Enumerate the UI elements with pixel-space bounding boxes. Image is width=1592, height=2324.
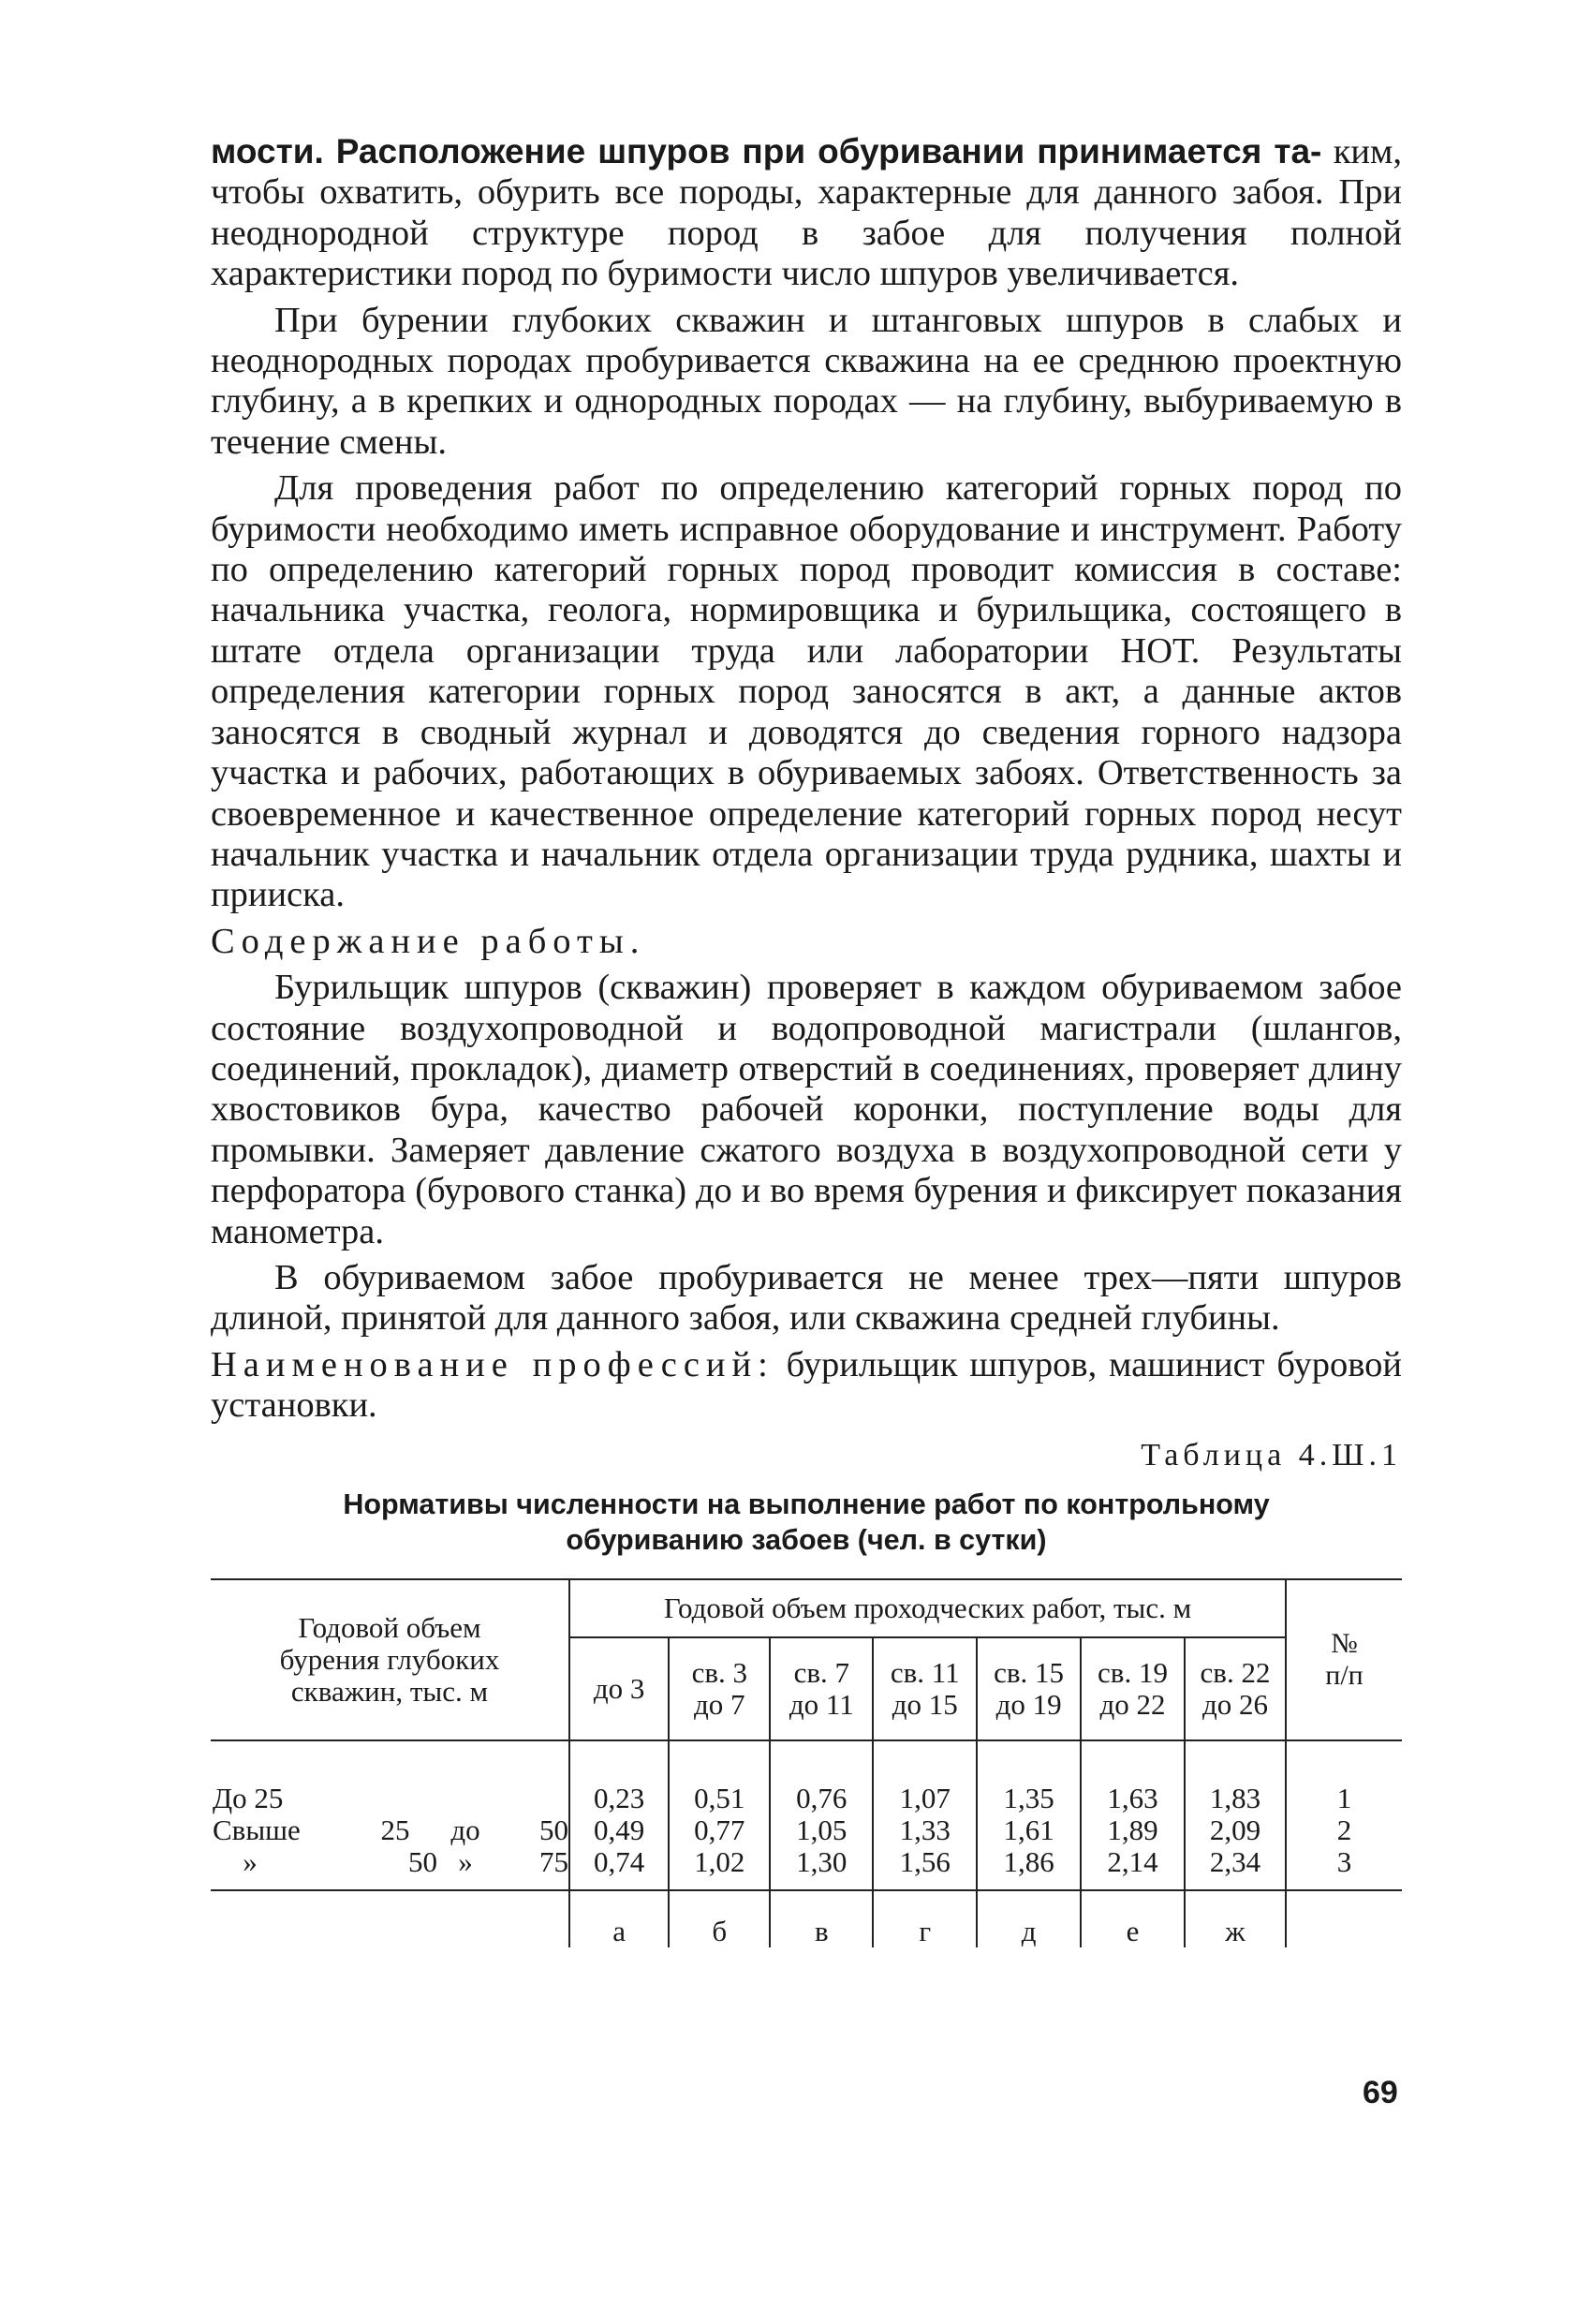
table-title bbox=[211, 1487, 1402, 1558]
table-title-line-1: Нормативы численности на выполнение работ по контрольному bbox=[343, 1488, 1270, 1520]
professions-label: Наименование профессий: bbox=[211, 1344, 774, 1384]
column-e-values: 1,35 1,61 1,86 bbox=[977, 1740, 1081, 1890]
sub-header-f: св. 19 до 22 bbox=[1081, 1637, 1185, 1740]
column-letter: г bbox=[873, 1890, 977, 1947]
sub-header-b: св. 3 до 7 bbox=[669, 1637, 770, 1740]
num-header bbox=[1286, 1579, 1402, 1740]
paragraph-1 bbox=[211, 131, 1402, 295]
norms-table bbox=[211, 1578, 1402, 1947]
page-content bbox=[211, 131, 1402, 1947]
column-letters-row bbox=[211, 1890, 1402, 1947]
paragraph-1-rest: ким, чтобы охватить, обурить все породы, характерные для данного забоя. При неоднородной структуре пород в забое для получения полной характеристики пород по буримости число шпуров увеличивается. bbox=[211, 132, 1402, 294]
table-label: Таблица 4.Ш.1 bbox=[1141, 1437, 1402, 1473]
paragraph-7 bbox=[211, 1345, 1402, 1427]
sub-header-a: до 3 bbox=[569, 1637, 669, 1740]
column-letter: б bbox=[669, 1890, 770, 1947]
column-letter: е bbox=[1081, 1890, 1185, 1947]
num-header-sign: № bbox=[1331, 1627, 1358, 1659]
sub-header-d: св. 11 до 15 bbox=[873, 1637, 977, 1740]
column-g-values: 1,83 2,09 2,34 bbox=[1185, 1740, 1286, 1890]
paragraph-3: Для проведения работ по определению категорий горных пород по буримости необходимо иметь исправное оборудование и инструмент. Работу по определению категорий горных пород проводит комиссия в составе: начальника участка, геолога, нормировщика и бурильщика, состоящего в штате отдела организации труда или лаборатории НОТ. Результаты определения категории горных пород заносятся в акт, а данные актов заносятся в сводный журнал и доводятся до сведения горного надзора участка и рабочих, работающих в обуриваемых забоях. Ответственность за своевременное и качественное определение категорий горных пород несут начальник участка и начальник отдела организации труда рудника, шахты и прииска. bbox=[211, 468, 1402, 915]
left-header bbox=[211, 1579, 569, 1740]
professions-list: бурильщик шпуров, машинист буровой установки. bbox=[211, 1344, 1403, 1426]
column-f-values: 1,63 1,89 2,14 bbox=[1081, 1740, 1185, 1890]
left-header-line-2: бурения глубоких bbox=[279, 1642, 500, 1676]
table-body bbox=[211, 1740, 1402, 1890]
num-header-abbr: п/п bbox=[1325, 1659, 1364, 1691]
column-letter: д bbox=[977, 1890, 1081, 1947]
group-header: Годовой объем проходческих работ, тыс. м bbox=[569, 1579, 1286, 1637]
column-letter: а bbox=[569, 1890, 669, 1947]
left-header-line-1: Годовой объем bbox=[298, 1610, 481, 1644]
page-number: 69 bbox=[1363, 2075, 1398, 2110]
table-row: До 25 bbox=[213, 1781, 284, 1814]
sub-header-g: св. 22 до 26 bbox=[1185, 1637, 1286, 1740]
paragraph-2: При бурении глубоких скважин и штанговых шпуров в слабых и неоднородных породах пробуривается скважина на ее среднюю проектную глубину, а в крепких и однородных породах — на глубину, выбуриваемую в течение смены. bbox=[211, 300, 1402, 462]
table-row: » 50 » 75 bbox=[243, 1844, 568, 1878]
row-numbers: 1 2 3 bbox=[1286, 1740, 1402, 1890]
paragraph-5: Бурильщик шпуров (скважин) проверяет в каждом обуриваемом забое состояние воздухопроводной и водопроводной магистрали (шлангов, соединений, прокладок), диаметр отверстий в соединениях, проверяет длину хвостовиков бура, качество рабочей коронки, поступление воды для промывки. Замеряет давление сжатого воздуха в воздухопроводной сети у перфоратора (бурового станка) до и во время бурения и фиксирует показания манометра. bbox=[211, 968, 1402, 1251]
column-letter: в bbox=[770, 1890, 873, 1947]
column-letter: ж bbox=[1185, 1890, 1286, 1947]
sub-header-e: св. 15 до 19 bbox=[977, 1637, 1081, 1740]
section-heading-work-content: Содержание работы. bbox=[211, 921, 646, 961]
left-header-line-3: скважин, тыс. м bbox=[290, 1674, 489, 1708]
column-d-values: 1,07 1,33 1,56 bbox=[873, 1740, 977, 1890]
column-a-values: 0,23 0,49 0,74 bbox=[569, 1740, 669, 1890]
sub-header-c: св. 7 до 11 bbox=[770, 1637, 873, 1740]
table-title-line-2: обуриванию забоев (чел. в сутки) bbox=[566, 1523, 1047, 1556]
column-c-values: 0,76 1,05 1,30 bbox=[770, 1740, 873, 1890]
column-b-values: 0,51 0,77 1,02 bbox=[669, 1740, 770, 1890]
paragraph-1-lead: мости. Расположение шпуров при обуривании принимается та- bbox=[211, 132, 1322, 170]
row-labels bbox=[211, 1740, 569, 1890]
paragraph-6: В обуриваемом забое пробуривается не менее трех—пяти шпуров длиной, принятой для данного забоя, или скважина средней глубины. bbox=[211, 1257, 1402, 1339]
table-row: Свыше 25 до 50 bbox=[213, 1813, 568, 1846]
